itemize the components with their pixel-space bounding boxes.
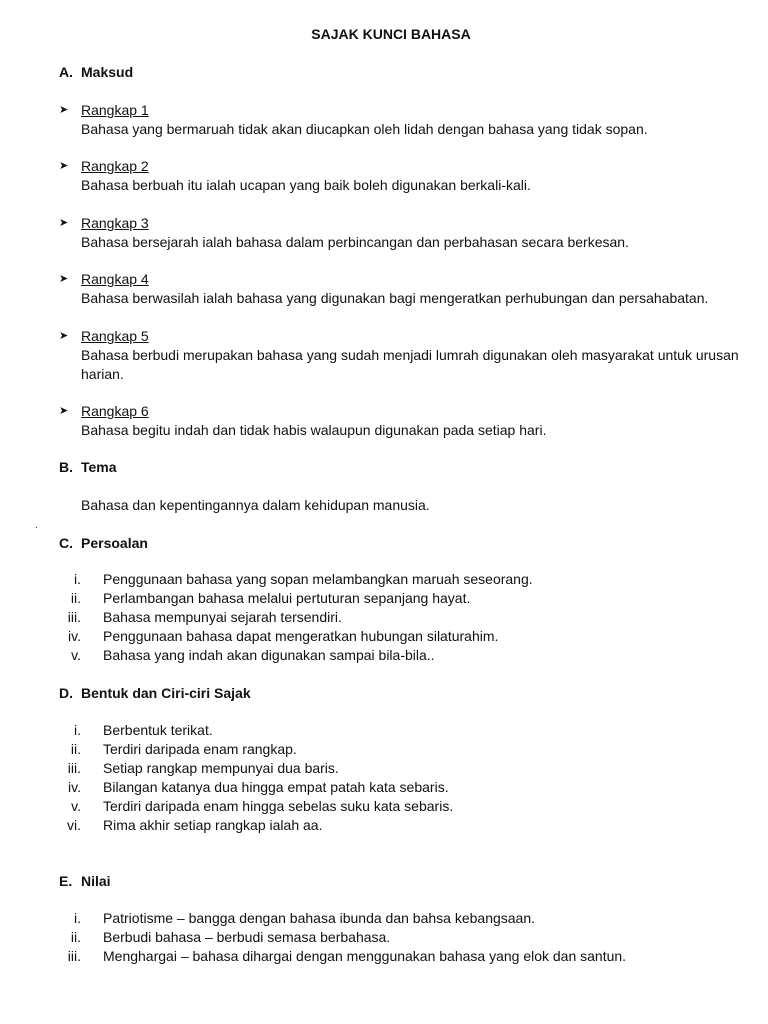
rangkap-label: Rangkap 2 <box>81 158 149 174</box>
list-number: iii. <box>67 760 81 776</box>
rangkap-1 <box>59 101 749 139</box>
rangkap-5 <box>59 327 749 384</box>
arrowhead-bullet-icon: ➤ <box>59 160 69 172</box>
list-number: v. <box>71 798 81 814</box>
tema-text: Bahasa dan kepentingannya dalam kehidupan manusia. <box>81 497 430 513</box>
document-title: SAJAK KUNCI BAHASA <box>311 26 471 42</box>
rangkap-label: Rangkap 4 <box>81 271 149 287</box>
section-letter: C. <box>59 535 73 551</box>
section-title: Nilai <box>81 873 111 889</box>
nilai-list <box>59 909 749 966</box>
persoalan-list <box>59 570 749 665</box>
list-text: Terdiri daripada enam hingga sebelas suku kata sebaris. <box>103 798 454 814</box>
rangkap-label: Rangkap 3 <box>81 215 149 231</box>
section-title: Bentuk dan Ciri-ciri Sajak <box>81 685 251 701</box>
rangkap-6 <box>59 402 749 440</box>
list-item <box>59 909 749 928</box>
list-number: iv. <box>68 628 81 644</box>
arrowhead-bullet-icon: ➤ <box>59 330 69 342</box>
list-text: Menghargai – bahasa dihargai dengan menggunakan bahasa yang elok dan santun. <box>103 948 627 964</box>
list-item <box>59 589 749 608</box>
list-number: i. <box>74 571 81 587</box>
arrowhead-bullet-icon: ➤ <box>59 104 69 116</box>
section-c-heading <box>59 535 148 551</box>
list-number: vi. <box>67 817 81 833</box>
rangkap-text: Bahasa bersejarah ialah bahasa dalam perbincangan dan perbahasan secara berkesan. <box>81 234 629 250</box>
stray-dot: . <box>35 520 38 531</box>
list-text: Rima akhir setiap rangkap ialah aa. <box>103 817 323 833</box>
rangkap-label: Rangkap 1 <box>81 102 149 118</box>
list-number: ii. <box>70 929 81 945</box>
rangkap-text: Bahasa berbudi merupakan bahasa yang sudah menjadi lumrah digunakan oleh masyarakat untuk urusan harian. <box>81 347 739 382</box>
list-text: Bahasa yang indah akan digunakan sampai bila-bila.. <box>103 647 435 663</box>
arrowhead-bullet-icon: ➤ <box>59 405 69 417</box>
section-letter: B. <box>59 459 73 475</box>
list-item <box>59 570 749 589</box>
list-number: i. <box>74 910 81 926</box>
list-item <box>59 608 749 627</box>
list-number: iii. <box>67 948 81 964</box>
list-text: Setiap rangkap mempunyai dua baris. <box>103 760 339 776</box>
list-item <box>59 797 749 816</box>
list-text: Bilangan katanya dua hingga empat patah kata sebaris. <box>103 779 449 795</box>
section-e-heading <box>59 873 111 889</box>
list-text: Terdiri daripada enam rangkap. <box>103 741 297 757</box>
list-item <box>59 928 749 947</box>
rangkap-2 <box>59 157 749 195</box>
list-number: ii. <box>70 741 81 757</box>
list-item <box>59 947 749 966</box>
list-item <box>59 646 749 665</box>
section-b-heading <box>59 459 117 475</box>
rangkap-text: Bahasa berbuah itu ialah ucapan yang baik boleh digunakan berkali-kali. <box>81 177 531 193</box>
list-item <box>59 759 749 778</box>
rangkap-label: Rangkap 5 <box>81 328 149 344</box>
section-letter: D. <box>59 685 73 701</box>
section-letter: E. <box>59 873 73 889</box>
rangkap-text: Bahasa berwasilah ialah bahasa yang digunakan bagi mengeratkan perhubungan dan persahabatan. <box>81 290 709 306</box>
rangkap-label: Rangkap 6 <box>81 403 149 419</box>
list-text: Penggunaan bahasa dapat mengeratkan hubungan silaturahim. <box>103 628 499 644</box>
bentuk-list <box>59 721 749 835</box>
list-item <box>59 740 749 759</box>
section-letter: A. <box>59 64 73 80</box>
list-number: iii. <box>67 609 81 625</box>
section-d-heading <box>59 685 251 701</box>
list-text: Berbudi bahasa – berbudi semasa berbahasa. <box>103 929 391 945</box>
list-text: Patriotisme – bangga dengan bahasa ibunda dan bahsa kebangsaan. <box>103 910 536 926</box>
section-title: Tema <box>81 459 117 475</box>
rangkap-text: Bahasa begitu indah dan tidak habis walaupun digunakan pada setiap hari. <box>81 422 547 438</box>
list-text: Bahasa mempunyai sejarah tersendiri. <box>103 609 342 625</box>
section-a-heading <box>59 64 133 80</box>
list-number: i. <box>74 722 81 738</box>
arrowhead-bullet-icon: ➤ <box>59 273 69 285</box>
list-text: Penggunaan bahasa yang sopan melambangkan maruah seseorang. <box>103 571 533 587</box>
arrowhead-bullet-icon: ➤ <box>59 217 69 229</box>
list-number: v. <box>71 647 81 663</box>
section-title: Maksud <box>81 64 134 80</box>
list-item <box>59 721 749 740</box>
list-number: iv. <box>68 779 81 795</box>
list-text: Perlambangan bahasa melalui pertuturan sepanjang hayat. <box>103 590 471 606</box>
section-title: Persoalan <box>81 535 148 551</box>
list-number: ii. <box>70 590 81 606</box>
rangkap-4 <box>59 270 749 308</box>
rangkap-text: Bahasa yang bermaruah tidak akan diucapkan oleh lidah dengan bahasa yang tidak sopan. <box>81 121 648 137</box>
list-text: Berbentuk terikat. <box>103 722 213 738</box>
list-item <box>59 778 749 797</box>
list-item <box>59 627 749 646</box>
list-item <box>59 816 749 835</box>
rangkap-3 <box>59 214 749 252</box>
